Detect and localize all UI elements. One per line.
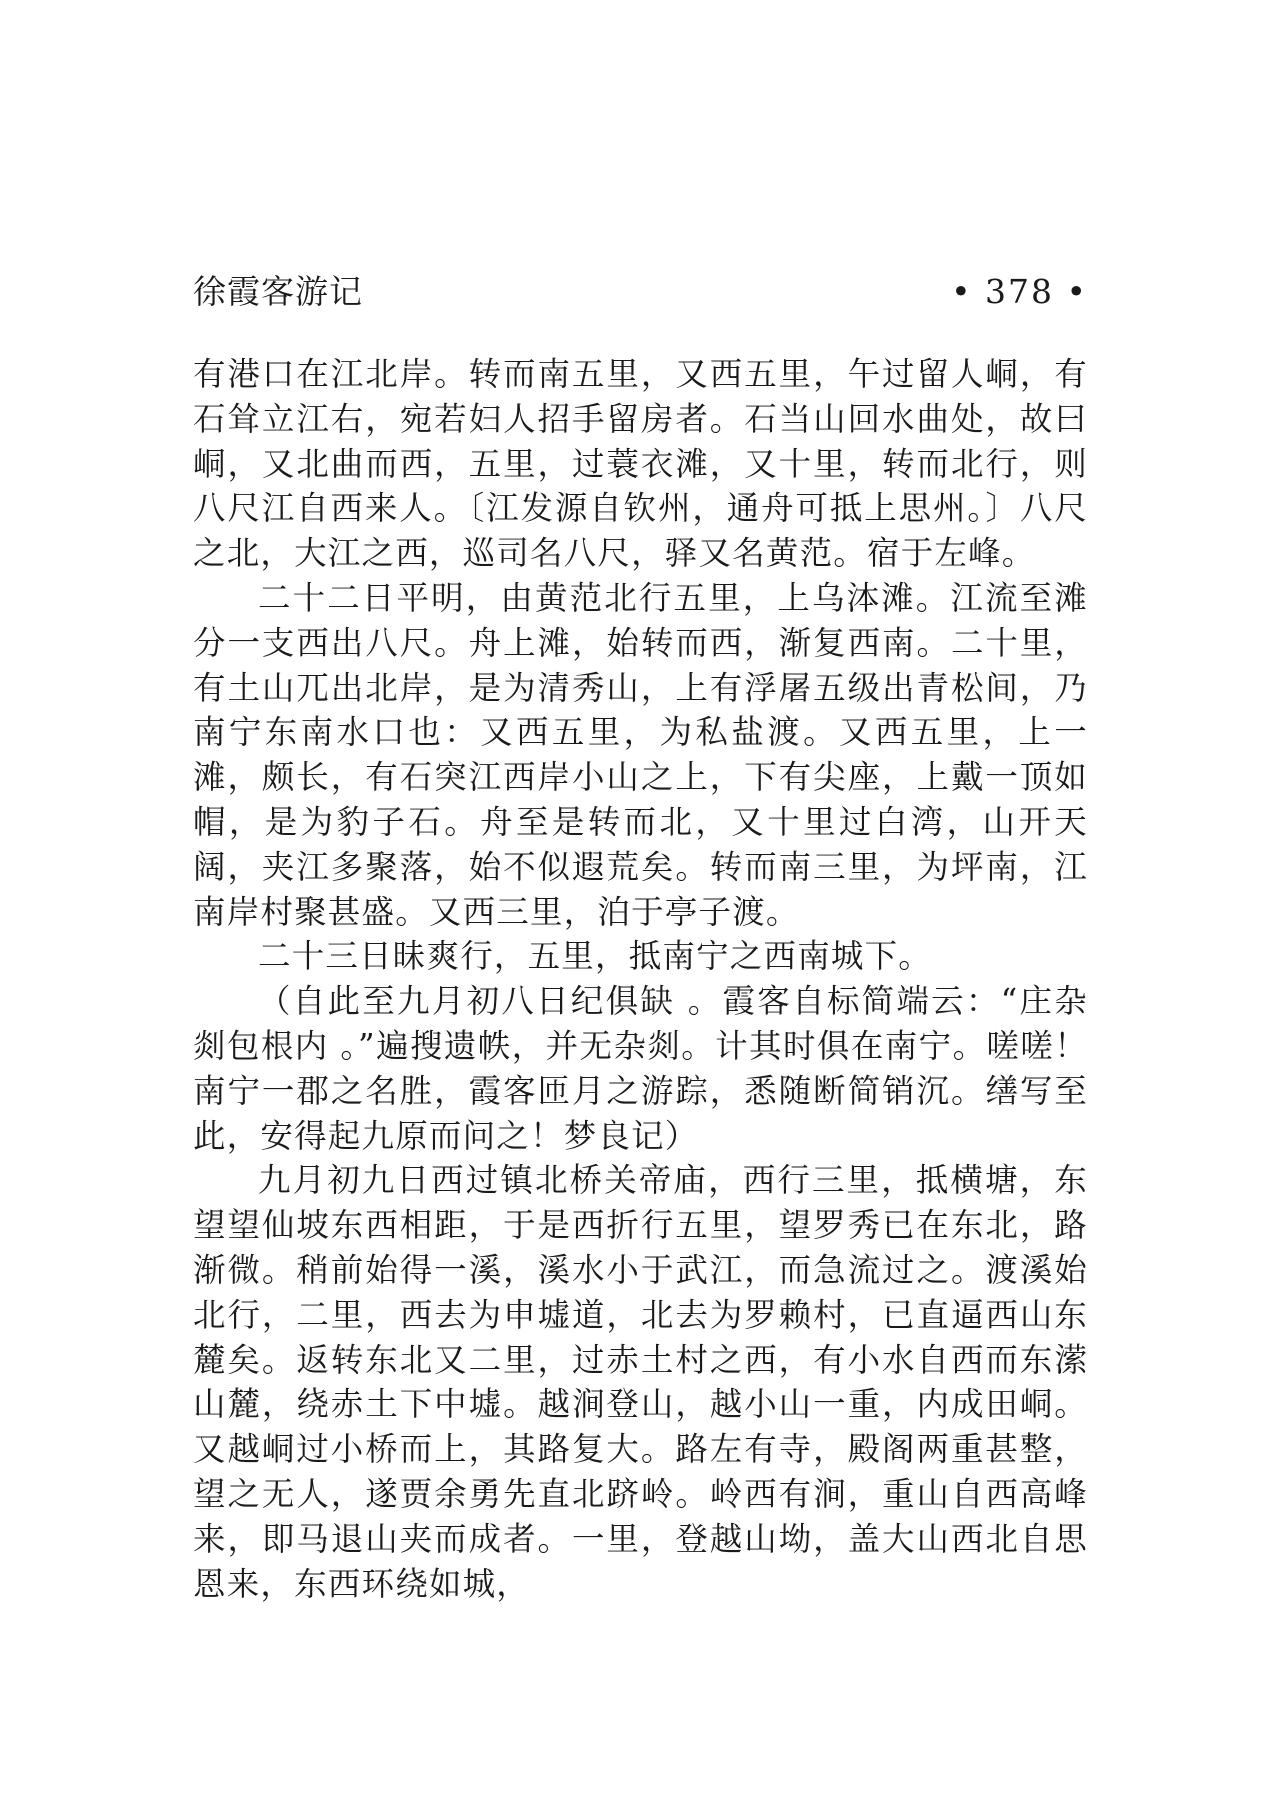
paragraph-day-23: 二十三日昧爽行，五里，抵南宁之西南城下。 bbox=[258, 937, 933, 976]
running-header bbox=[193, 266, 1088, 318]
paragraph-day-22: 二十二日平明，由黄范北行五里，上乌泍滩。江流至滩分一支西出八尺。舟上滩，始转而西，渐复西南。二十里，有土山兀出北岸，是为清秀山，上有浮屠五级出青松间，乃南宁东南水口也：又西五里，为私盐渡。又西五里，上一滩，颇长，有石突江西岸小山之上，下有尖座，上戴一顶如帽，是为豹子石。舟至是转而北，又十里过白湾，山开天阔，夹江多聚落，始不似遐荒矣。转而南三里，为坪南，江南岸村聚甚盛。又西三里，泊于亭子渡。 bbox=[193, 578, 1088, 931]
book-title: 徐霞客游记 bbox=[193, 272, 363, 311]
paragraph-september-9: 九月初九日西过镇北桥关帝庙，西行三里，抵横塘，东望望仙坡东西相距，于是西折行五里，望罗秀已在东北，路渐微。稍前始得一溪，溪水小于武江，而急流过之。渡溪始北行，二里，西去为申墟道，北去为罗赖村，已直逼西山东麓矣。返转东北又二里，过赤土村之西，有小水自西而东潆山麓，绕赤土下中墟。越涧登山，越小山一重，内成田峒。又越峒过小桥而上，其路复大。路左有寺，殿阁两重甚整，望之无人，遂贾余勇先直北跻岭。岭西有涧，重山自西高峰来，即马退山夹而成者。一里，登越山坳，盖大山西北自思恩来，东西环绕如城， bbox=[193, 1161, 1088, 1603]
paragraph-continued: 有港口在江北岸。转而南五里，又西五里，午过留人峒，有石耸立江右，宛若妇人招手留房者。石当山回水曲处，故曰峒，又北曲而西，五里，过蓑衣滩，又十里，转而北行，则八尺江自西来人。〔江发源自钦州，通舟可抵上思州。〕八尺之北，大江之西，巡司名八尺，驿又名黄范。宿于左峰。 bbox=[193, 355, 1088, 573]
paragraph-editor-note: （自此至九月初八日纪俱缺 。霞客自标简端云：“庄杂剡包根内 。”遍搜遗帙，并无杂剡。计其时俱在南宁。嗟嗟！南宁一郡之名胜，霞客匝月之游踪，悉随断简销沉。缮写至此，安得起九原而问之！梦良记） bbox=[193, 982, 1088, 1155]
page-number: • 378 • bbox=[951, 272, 1088, 311]
body-text bbox=[193, 352, 1088, 1606]
